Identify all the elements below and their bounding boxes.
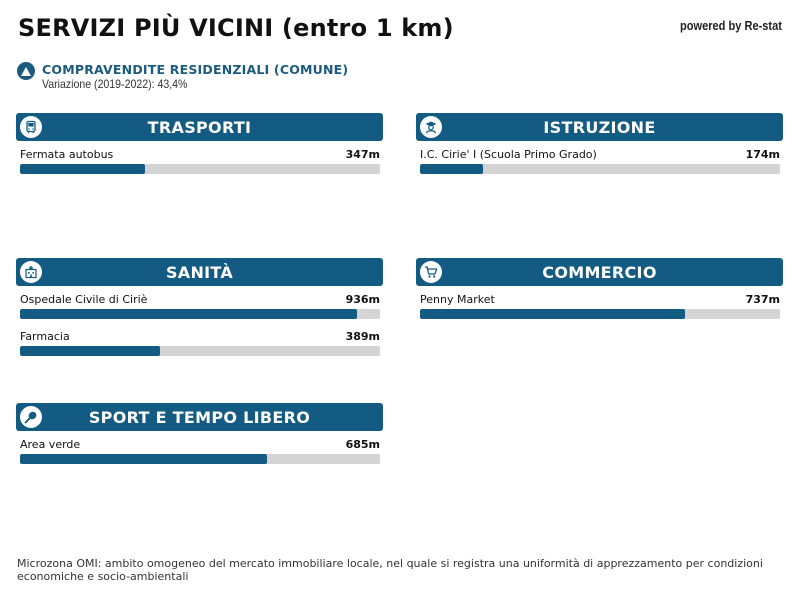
section-header [416,113,783,141]
service-name: Area verde [20,438,81,451]
trend-subtitle: Variazione (2019-2022): 43,4% [42,77,188,91]
section-title: COMMERCIO [542,262,657,282]
section-trasporti [16,113,383,178]
service-distance: 174m [745,148,780,161]
service-name: Ospedale Civile di Ciriè [20,293,148,306]
distance-bar-fill [20,346,160,356]
service-distance: 737m [745,293,780,306]
service-item [20,286,380,323]
trend-title: COMPRAVENDITE RESIDENZIALI (COMUNE) [42,62,349,77]
section-commercio [416,258,783,323]
service-item [20,323,380,360]
section-sanita [16,258,383,360]
distance-bar [20,346,380,356]
bus-icon [20,116,42,138]
hospital-icon [20,261,42,283]
service-distance: 389m [345,330,380,343]
distance-bar-fill [420,309,685,319]
section-title: SANITÀ [165,262,234,282]
distance-bar-fill [20,164,145,174]
powered-by-label: powered by Re-stat [680,18,782,33]
service-item [20,141,380,178]
distance-bar [420,164,780,174]
distance-bar [20,454,380,464]
service-name: Farmacia [20,330,70,343]
section-header [16,403,383,431]
section-sport [16,403,383,468]
distance-bar [20,164,380,174]
service-item [20,431,380,468]
student-icon [420,116,442,138]
section-istruzione [416,113,783,178]
section-header [16,113,383,141]
footer-note: Microzona OMI: ambito omogeneo del mercato immobiliare locale, nel quale si registra una uniformità di apprezzamento per condizioni economiche e socio-ambientali [17,557,763,583]
distance-bar-fill [20,454,267,464]
section-header [416,258,783,286]
service-item [420,141,780,178]
service-name: I.C. Cirie' I (Scuola Primo Grado) [420,148,597,161]
triangle-up-icon [17,62,35,80]
distance-bar-fill [420,164,483,174]
service-name: Fermata autobus [20,148,114,161]
service-name: Penny Market [420,293,495,306]
service-distance: 347m [345,148,380,161]
service-distance: 936m [345,293,380,306]
page-title: SERVIZI PIÙ VICINI (entro 1 km) [18,14,454,42]
distance-bar [420,309,780,319]
section-title: SPORT E TEMPO LIBERO [88,407,311,427]
service-item [420,286,780,323]
sales-trend [17,62,348,91]
tennis-racket-icon [20,406,42,428]
section-header [16,258,383,286]
service-distance: 685m [345,438,380,451]
distance-bar [20,309,380,319]
distance-bar-fill [20,309,357,319]
section-title: TRASPORTI [147,117,252,137]
section-title: ISTRUZIONE [543,117,656,137]
shopping-cart-icon [420,261,442,283]
